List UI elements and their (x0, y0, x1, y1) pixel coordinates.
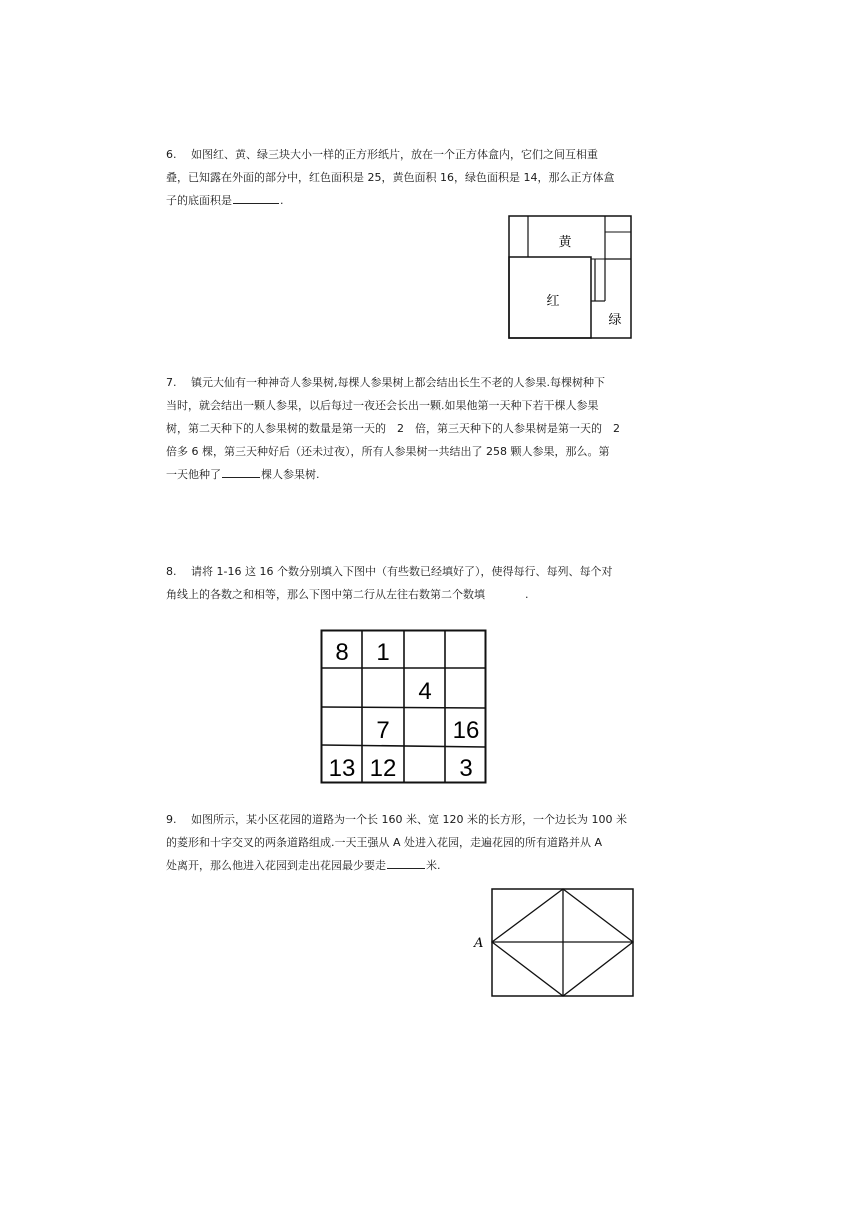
q6-line-1: 6. 如图红、黄、绿三块大小一样的正方形纸片，放在一个正方体盒内，它们之间互相重 (166, 148, 598, 161)
q7-line-1: 7. 镇元大仙有一种神奇人参果树,每棵人参果树上都会结出长生不老的人参果.每棵树种下 (166, 376, 605, 389)
q9-line-3 (166, 854, 650, 877)
q9-line-2: 的菱形和十字交叉的两条道路组成.一天王强从 A 处进入花园，走遍花园的所有道路并从 A (166, 836, 603, 849)
question-7-text (166, 371, 650, 486)
q6-squares-figure (508, 215, 634, 341)
q6-line-3-text: 子的底面积是 (166, 194, 232, 207)
grid-cell-r4-c2: 12 (369, 755, 397, 782)
question-9-text (166, 808, 650, 877)
q8-line-2-end: . (525, 588, 529, 601)
green-label: 绿 (608, 313, 622, 328)
q7-line-3: 树，第二天种下的人参果树的数量是第一天的 2 倍，第三天种下的人参果树是第一天的 2 (166, 422, 620, 435)
q7-line-5-text: 一天他种了 (166, 468, 221, 481)
q7-line-5-end: 棵人参果树. (261, 468, 320, 481)
grid-cell-r1-c2: 1 (376, 639, 390, 666)
q9-line-3-end: 米. (426, 859, 441, 872)
answer-blank (222, 466, 260, 478)
q9-line-3-text: 处离开，那么他进入花园到走出花园最少要走 (166, 859, 386, 872)
q9-garden-figure (466, 888, 636, 1000)
q8-magic-square-grid (320, 629, 488, 785)
answer-blank (486, 587, 524, 598)
point-a-label: A (474, 936, 484, 951)
grid-cell-r2-c3: 4 (418, 678, 432, 705)
question-6-text (166, 143, 650, 212)
q6-line-3 (166, 189, 650, 212)
q7-line-5 (166, 463, 650, 486)
q6-line-3-end: . (280, 194, 284, 207)
answer-blank (387, 857, 425, 869)
q7-line-2: 当时，就会结出一颗人参果，以后每过一夜还会长出一颗.如果他第一天种下若干棵人参果 (166, 399, 599, 412)
answer-blank (233, 192, 279, 204)
grid-cell-r1-c1: 8 (335, 639, 349, 666)
grid-cell-r3-c2: 7 (376, 717, 390, 744)
question-8-text (166, 560, 650, 606)
grid-cell-r4-c1: 13 (328, 755, 356, 782)
q8-line-1: 8. 请将 1-16 这 16 个数分别填入下图中（有些数已经填好了），使得每行、每列、每个对 (166, 565, 613, 578)
q8-line-2-text: 角线上的各数之和相等，那么下图中第二行从左往右数第二个数填 (166, 588, 485, 601)
q8-line-2 (166, 583, 650, 606)
q6-line-2: 叠，已知露在外面的部分中，红色面积是 25，黄色面积 16，绿色面积是 14，那么正方体盒 (166, 171, 615, 184)
q7-line-4: 倍多 6 棵，第三天种好后（还未过夜），所有人参果树一共结出了 258 颗人参果，那么。第 (166, 445, 610, 458)
grid-cell-r4-c4: 3 (459, 755, 473, 782)
q9-line-1: 9. 如图所示，某小区花园的道路为一个长 160 米、宽 120 米的长方形，一个边长为 100 米 (166, 813, 627, 826)
red-label: 红 (546, 294, 560, 309)
yellow-label: 黄 (558, 235, 572, 250)
grid-cell-r3-c4: 16 (452, 717, 480, 744)
